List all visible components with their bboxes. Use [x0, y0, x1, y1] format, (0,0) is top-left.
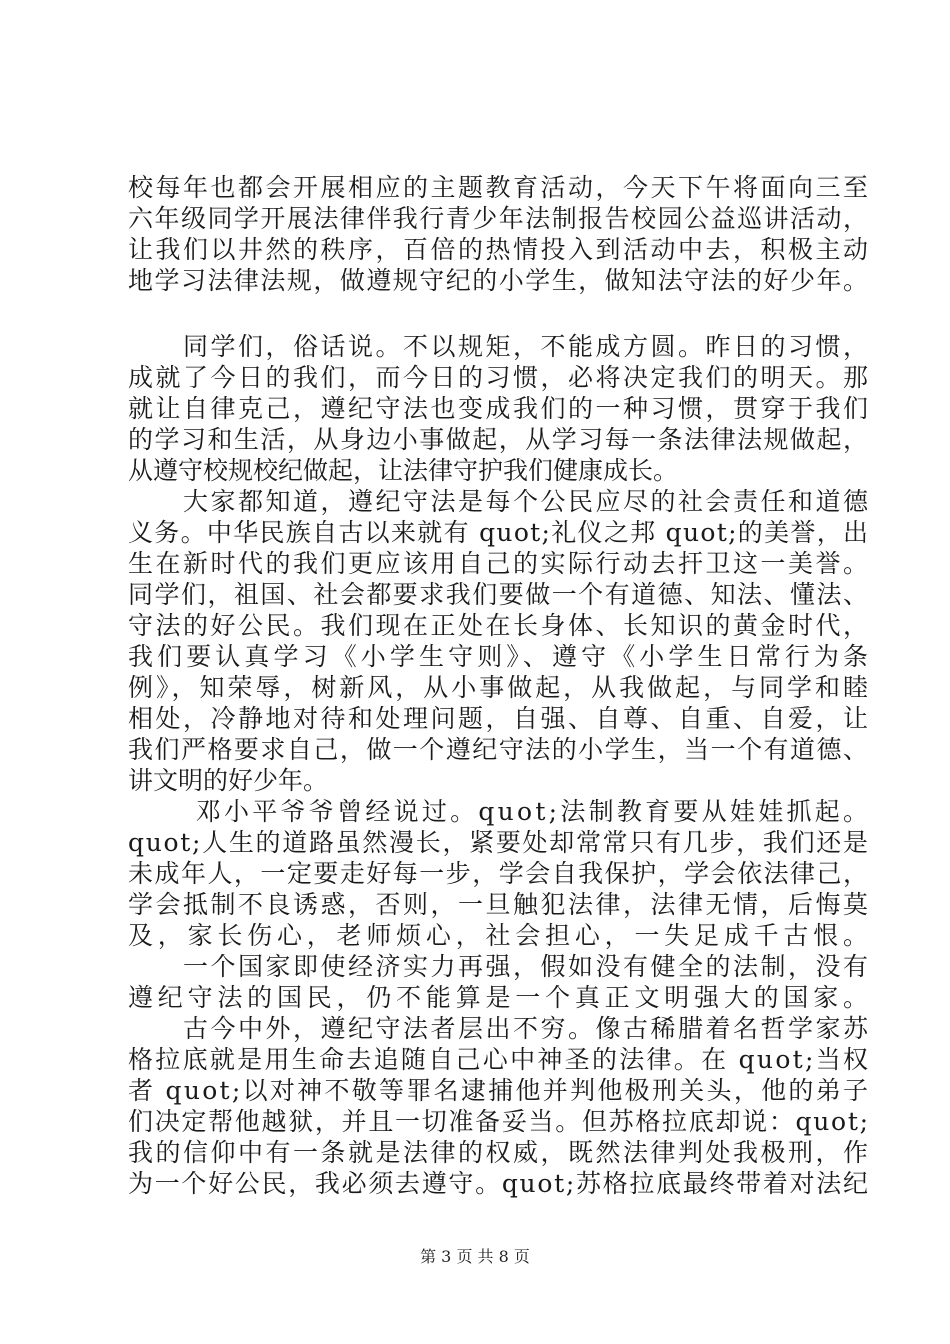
text-line: 从遵守校规校纪做起，让法律守护我们健康成长。: [128, 456, 679, 485]
text-line: 学会抵制不良诱惑，否则，一旦触犯法律，法律无情，后悔莫: [128, 890, 871, 919]
text-line: 邓小平爷爷曾经说过。quot;法制教育要从娃娃抓起。: [128, 797, 872, 826]
text-line: 生在新时代的我们更应该用自己的实际行动去扞卫这一美誉。: [128, 549, 871, 578]
text-line: 相处，冷静地对待和处理问题，自强、自尊、自重、自爱，让: [128, 704, 871, 733]
text-line: 守法的好公民。我们现在正处在长身体、长知识的黄金时代，: [128, 611, 871, 640]
text-line: 及，家长伤心，老师烦心，社会担心，一失足成千古恨。: [128, 921, 873, 950]
text-line: 同学们，祖国、社会都要求我们要做一个有道德、知法、懂法、: [128, 580, 870, 609]
page-footer: 第 3 页 共 8 页: [420, 1247, 530, 1266]
text-line: 同学们，俗话说。不以规矩，不能成方圆。昨日的习惯，: [128, 332, 871, 361]
text-line: 我们要认真学习《小学生守则》、遵守《小学生日常行为条: [128, 642, 873, 671]
text-line: 成就了今日的我们，而今日的习惯，必将决定我们的明天。那: [128, 363, 871, 392]
text-line: 讲文明的好少年。: [128, 766, 329, 795]
text-line: 例》，知荣辱，树新风，从小事做起，从我做起，与同学和睦: [128, 673, 871, 702]
text-line: 地学习法律法规，做遵规守纪的小学生，做知法守法的好少年。: [128, 266, 870, 295]
text-line: 就让自律克己，遵纪守法也变成我们的一种习惯，贯穿于我们: [128, 394, 871, 423]
text-line: 大家都知道，遵纪守法是每个公民应尽的社会责任和道德: [128, 487, 871, 516]
text-line: 的学习和生活，从身边小事做起，从学习每一条法律法规做起，: [128, 425, 870, 454]
body-text: [128, 172, 873, 1199]
text-line: 六年级同学开展法律伴我行青少年法制报告校园公益巡讲活动，: [128, 204, 870, 233]
text-line: 未成年人，一定要走好每一步，学会自我保护，学会依法律己，: [128, 859, 870, 888]
text-line: 们决定帮他越狱，并且一切准备妥当。但苏格拉底却说：quot;: [128, 1107, 870, 1136]
text-line: 校每年也都会开展相应的主题教育活动，今天下午将面向三至: [128, 173, 871, 202]
text-line: 古今中外，遵纪守法者层出不穷。像古稀腊着名哲学家苏: [128, 1014, 871, 1043]
text-line: 格拉底就是用生命去追随自己心中神圣的法律。在 quot;当权: [128, 1045, 871, 1074]
text-line: 一个国家即使经济实力再强，假如没有健全的法制，没有: [128, 952, 871, 981]
text-line: 我们严格要求自己，做一个遵纪守法的小学生，当一个有道德、: [128, 735, 870, 764]
text-line: [128, 296, 868, 331]
text-line: 我的信仰中有一条就是法律的权威，既然法律判处我极刑，作: [128, 1138, 871, 1167]
text-line: 为一个好公民，我必须去遵守。quot;苏格拉底最终带着对法纪: [128, 1169, 870, 1198]
text-line: 让我们以井然的秩序，百倍的热情投入到活动中去，积极主动: [128, 235, 871, 264]
text-line: 义务。中华民族自古以来就有 quot;礼仪之邦 quot;的美誉，出: [128, 518, 870, 547]
text-line: 遵纪守法的国民，仍不能算是一个真正文明强大的国家。: [128, 983, 873, 1012]
text-line: 者 quot;以对神不敬等罪名逮捕他并判他极刑关头，他的弟子: [128, 1076, 871, 1105]
text-line: quot;人生的道路虽然漫长，紧要处却常常只有几步，我们还是: [128, 828, 870, 857]
